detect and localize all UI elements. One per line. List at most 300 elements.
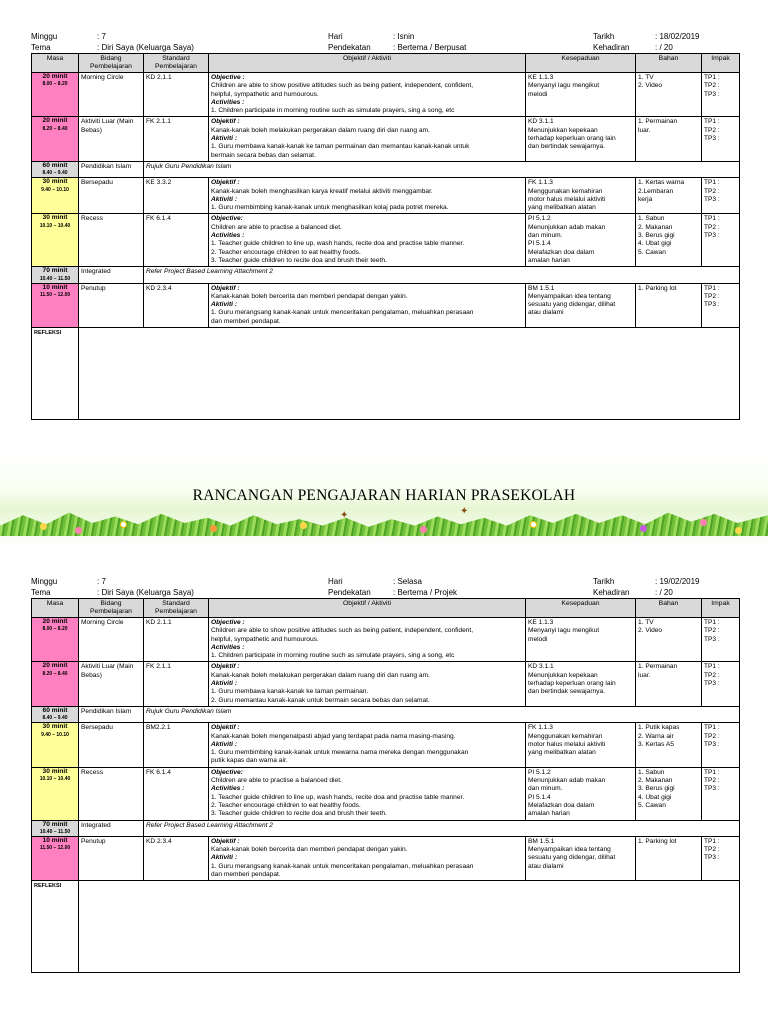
objective-line: Kanak-kanak boleh melakukan pergerakan dalam ruang diri dan ruang am. — [211, 671, 430, 679]
masa-duration: 30 minit — [42, 723, 68, 731]
masa-duration: 20 minit — [42, 618, 68, 625]
masa-time: 9.40 – 10.10 — [41, 186, 69, 193]
objective-heading: Aktiviti : — [211, 301, 238, 309]
objective-line: helpful, sympathetic and humourous. — [211, 90, 319, 98]
bahan-item: 3. Berus gigi — [638, 785, 675, 793]
kesepaduan-line: Menggunakan kemahiran — [528, 732, 603, 740]
bahan-item: 3. Kertas A5 — [638, 740, 674, 748]
bidang-cell: Pendidikan Islam — [79, 161, 144, 177]
masa-cell — [32, 214, 79, 267]
bidang-cell: Recess — [79, 214, 144, 267]
impak-item: TP1 : — [704, 663, 720, 671]
bahan-item: 1. Permainan — [638, 118, 678, 126]
masa-duration: 10 minit — [42, 283, 68, 291]
objective-heading: Activities : — [211, 643, 245, 651]
col-objektif: Objektif / Aktiviti — [209, 54, 526, 73]
col-bidang: Bidang Pembelajaran — [79, 54, 144, 73]
kesepaduan-cell — [526, 178, 636, 214]
bidang-cell: Integrated — [79, 820, 144, 836]
bahan-item: 5. Cawan — [638, 801, 666, 809]
pendekatan-label: Pendekatan — [328, 588, 371, 597]
lesson-plan-monday — [31, 31, 739, 420]
minggu-label: Minggu — [31, 577, 58, 586]
standard-cell: KD 2.3.4 — [144, 283, 209, 327]
flower-decoration — [210, 525, 217, 532]
kesepaduan-line: sesuatu yang didengar, dilihat — [528, 854, 616, 862]
impak-item: TP1 : — [704, 118, 720, 126]
bahan-cell — [636, 723, 702, 767]
tarikh-value: : 18/02/2019 — [655, 32, 700, 41]
bidang-cell: Bersepadu — [79, 178, 144, 214]
minggu-value: : 7 — [97, 32, 106, 41]
title-banner — [0, 454, 768, 546]
objective-heading: Objective: — [211, 768, 243, 776]
objective-line: 1. Guru merangsang kanak-kanak untuk menceritakan pengalaman, meluahkan perasaan — [211, 862, 474, 870]
flower-decoration — [75, 527, 82, 534]
objektif-cell — [209, 836, 526, 880]
objective-heading: Objective : — [211, 74, 245, 81]
bahan-cell — [636, 836, 702, 880]
masa-duration: 10 minit — [42, 836, 68, 844]
standard-cell: KD 2.1.1 — [144, 618, 209, 662]
objective-line: 2. Teacher encourage children to eat healthy foods. — [211, 248, 361, 256]
masa-time: 8.40 – 9.40 — [42, 170, 68, 177]
impak-item: TP2 : — [704, 82, 720, 90]
refleksi-row — [32, 328, 740, 420]
bahan-cell — [636, 767, 702, 820]
impak-item: TP3 : — [704, 90, 720, 98]
bahan-item: 1. Parking lot — [638, 284, 677, 292]
kesepaduan-line: PI 5.1.2 — [528, 768, 551, 776]
flower-decoration — [40, 523, 47, 530]
butterfly-icon: ✦ — [460, 506, 469, 517]
kesepaduan-line: BM 1.5.1 — [528, 284, 555, 292]
impak-cell — [702, 767, 740, 820]
objektif-cell — [209, 283, 526, 327]
bahan-cell — [636, 117, 702, 161]
impak-cell — [702, 117, 740, 161]
bahan-item: 1. TV — [638, 74, 654, 81]
col-masa: Masa — [32, 54, 79, 73]
col-kesepaduan: Kesepaduan — [526, 54, 636, 73]
kesepaduan-cell — [526, 836, 636, 880]
kesepaduan-line: motor halus melalui aktiviti — [528, 195, 606, 203]
masa-cell — [32, 767, 79, 820]
objective-line: 2. Guru memantau kanak-kanak untuk bermain secara bebas dan selamat. — [211, 696, 430, 704]
kehadiran-value: : / 20 — [655, 43, 673, 52]
table-row — [32, 117, 740, 161]
refleksi-label: REFLEKSI — [32, 328, 79, 420]
impak-item: TP1 : — [704, 284, 720, 292]
masa-duration: 70 minit — [42, 820, 68, 828]
bidang-cell: Bersepadu — [79, 723, 144, 767]
masa-time: 9.40 – 10.10 — [41, 731, 69, 738]
objektif-cell — [209, 767, 526, 820]
objective-line: 1. Guru membawa kanak-kanak ke taman permainan dan memantau kanak-kanak untuk — [211, 143, 470, 151]
objective-heading: Activities : — [211, 98, 245, 106]
standard-cell: KD 2.1.1 — [144, 73, 209, 117]
objective-line: Children are able to show positive attitudes such as being patient, independent, confident, — [211, 82, 474, 90]
table-row — [32, 73, 740, 117]
masa-duration: 20 minit — [42, 117, 68, 125]
objektif-cell — [209, 618, 526, 662]
table-row — [32, 267, 740, 283]
table-row — [32, 706, 740, 722]
objective-heading: Objektif : — [211, 179, 240, 187]
col-standard: Standard Pembelajaran — [144, 599, 209, 618]
butterfly-icon: ✦ — [340, 510, 349, 521]
tema-value: : Diri Saya (Keluarga Saya) — [97, 43, 194, 52]
impak-item: TP2 : — [704, 187, 720, 195]
kesepaduan-line: Menunjukkan adab makan — [528, 777, 606, 785]
refleksi-label: REFLEKSI — [32, 881, 79, 973]
flower-decoration — [300, 522, 307, 529]
objective-line: 1. Children participate in morning routine such as simulate prayers, sing a song, etc — [211, 652, 455, 660]
table-row — [32, 767, 740, 820]
kesepaduan-line: Menyampaikan idea tentang — [528, 292, 611, 300]
impak-item: TP3 : — [704, 232, 720, 240]
objective-heading: Objektif : — [211, 284, 240, 292]
table-row — [32, 723, 740, 767]
impak-item: TP1 : — [704, 74, 720, 81]
tarikh-value: : 19/02/2019 — [655, 577, 700, 586]
objective-line: Kanak-kanak boleh menghasilkan karya kreatif melalui aktiviti menggambar. — [211, 187, 433, 195]
kesepaduan-line: Melafazkan doa dalam — [528, 801, 595, 809]
flower-decoration — [735, 527, 742, 534]
kesepaduan-line: Melafazkan doa dalam — [528, 248, 595, 256]
masa-cell — [32, 618, 79, 662]
objective-line: dan memberi pendapat. — [211, 871, 281, 879]
bahan-item: 2.Lembaran — [638, 187, 674, 195]
bahan-item: 1. Putik kapas — [638, 724, 680, 732]
objective-line: 1. Guru membimbing kanak-kanak untuk menghasilkan kolaj pada potret mereka. — [211, 204, 449, 212]
masa-cell — [32, 283, 79, 327]
flower-decoration — [420, 526, 427, 533]
col-bidang: Bidang Pembelajaran — [79, 599, 144, 618]
masa-cell — [32, 267, 79, 283]
objective-line: 1. Guru merangsang kanak-kanak untuk menceritakan pengalaman, meluahkan perasaan — [211, 309, 474, 317]
table-header-row — [32, 54, 740, 73]
pendekatan-value: : Bertema / Berpusat — [393, 43, 467, 52]
standard-cell: FK 2.1.1 — [144, 662, 209, 706]
masa-time: 8.20 – 8.40 — [42, 670, 68, 677]
masa-time: 11.50 – 12.00 — [39, 291, 71, 298]
col-kesepaduan: Kesepaduan — [526, 599, 636, 618]
col-bahan: Bahan — [636, 599, 702, 618]
impak-item: TP1 : — [704, 619, 720, 626]
masa-cell — [32, 820, 79, 836]
bahan-item: luar. — [638, 671, 651, 679]
table-row — [32, 161, 740, 177]
kesepaduan-cell — [526, 662, 636, 706]
bahan-cell — [636, 214, 702, 267]
objective-heading: Objektif : — [211, 724, 240, 732]
impak-item: TP3 : — [704, 135, 720, 143]
standard-cell: FK 6.1.4 — [144, 214, 209, 267]
impak-item: TP1 : — [704, 837, 720, 845]
objective-line: Children are able to practise a balanced diet. — [211, 223, 342, 231]
bahan-item: 2. Video — [638, 627, 663, 635]
lesson-table — [31, 598, 740, 973]
objective-line: 3. Teacher guide children to recite doa and brush their teeth. — [211, 810, 387, 818]
kehadiran-value: : / 20 — [655, 588, 673, 597]
objective-line: bermain secara bebas dan selamat. — [211, 151, 316, 159]
bidang-cell: Aktiviti Luar (Main Bebas) — [79, 117, 144, 161]
objective-line: Kanak-kanak boleh mengenalpasti abjad yang terdapat pada nama masing-masing. — [211, 732, 456, 740]
objective-heading: Aktiviti : — [211, 740, 238, 748]
bahan-cell — [636, 178, 702, 214]
objektif-cell — [209, 117, 526, 161]
objective-line: Kanak-kanak boleh melakukan pergerakan dalam ruang diri dan ruang am. — [211, 126, 430, 134]
objektif-cell — [209, 723, 526, 767]
tarikh-label: Tarikh — [593, 32, 615, 41]
kesepaduan-cell — [526, 618, 636, 662]
kesepaduan-line: Menyanyi lagu mengikut — [528, 627, 600, 635]
impak-cell — [702, 836, 740, 880]
col-masa: Masa — [32, 599, 79, 618]
impak-item: TP3 : — [704, 635, 720, 643]
masa-cell — [32, 117, 79, 161]
masa-cell — [32, 836, 79, 880]
bahan-item: luar. — [638, 126, 651, 134]
bahan-item: 4. Ubat gigi — [638, 793, 672, 801]
flower-decoration — [530, 521, 537, 528]
objective-heading: Objektif : — [211, 837, 240, 845]
objective-heading: Aktiviti : — [211, 680, 238, 688]
objective-line: Children are able to practise a balanced diet. — [211, 777, 342, 785]
kesepaduan-line: KD 3.1.1 — [528, 663, 554, 671]
impak-item: TP2 : — [704, 223, 720, 231]
impak-item: TP3 : — [704, 854, 720, 862]
col-standard: Standard Pembelajaran — [144, 54, 209, 73]
kesepaduan-line: FK 1.1.3 — [528, 724, 553, 732]
objective-heading: Aktiviti : — [211, 195, 238, 203]
masa-duration: 60 minit — [42, 161, 68, 169]
kesepaduan-line: dan minum. — [528, 232, 563, 240]
table-row — [32, 178, 740, 214]
bidang-cell: Penutup — [79, 283, 144, 327]
bahan-cell — [636, 283, 702, 327]
standard-cell: FK 6.1.4 — [144, 767, 209, 820]
kesepaduan-cell — [526, 723, 636, 767]
objective-heading: Activities : — [211, 232, 245, 240]
objective-heading: Objektif : — [211, 663, 240, 671]
table-row — [32, 836, 740, 880]
objective-line: 1. Teacher guide children to line up, wash hands, recite doa and practise table manner. — [211, 793, 465, 801]
bidang-cell: Penutup — [79, 836, 144, 880]
tema-value: : Diri Saya (Keluarga Saya) — [97, 588, 194, 597]
kesepaduan-line: BM 1.5.1 — [528, 837, 555, 845]
kesepaduan-line: sesuatu yang didengar, dilihat — [528, 301, 616, 309]
standard-cell: KD 2.3.4 — [144, 836, 209, 880]
objective-line: putik kapas dan warna air. — [211, 757, 288, 765]
hari-label: Hari — [328, 32, 343, 41]
kesepaduan-line: amalan harian — [528, 810, 570, 818]
masa-cell — [32, 178, 79, 214]
col-impak: Impak — [702, 54, 740, 73]
flower-decoration — [120, 521, 127, 528]
impak-item: TP3 : — [704, 785, 720, 793]
span-note: Rujuk Guru Pendidikan Islam — [144, 161, 740, 177]
plan-header — [31, 576, 739, 598]
impak-cell — [702, 178, 740, 214]
masa-time: 8.40 – 9.40 — [42, 715, 68, 722]
kesepaduan-cell — [526, 73, 636, 117]
tema-label: Tema — [31, 588, 51, 597]
kesepaduan-line: melodi — [528, 635, 548, 643]
kesepaduan-line: dan bertindak sewajarnya. — [528, 143, 605, 151]
span-note: Refer Project Based Learning Attachment 2 — [144, 820, 740, 836]
hari-value: : Isnin — [393, 32, 415, 41]
bahan-item: 3. Berus gigi — [638, 232, 675, 240]
objective-line: 2. Teacher encourage children to eat healthy foods. — [211, 801, 361, 809]
lesson-table — [31, 53, 740, 420]
impak-item: TP3 : — [704, 680, 720, 688]
kesepaduan-line: yang melibatkan alatan — [528, 204, 596, 212]
bahan-cell — [636, 618, 702, 662]
kesepaduan-line: KE 1.1.3 — [528, 74, 554, 81]
kesepaduan-line: Menggunakan kemahiran — [528, 187, 603, 195]
objective-line: Kanak-kanak boleh bercerita dan memberi pendapat dengan yakin. — [211, 292, 408, 300]
masa-time: 8.00 – 8.20 — [42, 81, 68, 88]
kehadiran-label: Kehadiran — [593, 43, 630, 52]
kesepaduan-line: atau dialami — [528, 309, 564, 317]
impak-item: TP1 : — [704, 768, 720, 776]
pendekatan-value: : Bertema / Projek — [393, 588, 458, 597]
masa-cell — [32, 161, 79, 177]
kesepaduan-line: terhadap keperluan orang lain — [528, 680, 616, 688]
col-bahan: Bahan — [636, 54, 702, 73]
bahan-item: 4. Ubat gigi — [638, 240, 672, 248]
impak-item: TP1 : — [704, 724, 720, 732]
impak-item: TP2 : — [704, 627, 720, 635]
bahan-item: 1. Permainan — [638, 663, 678, 671]
bahan-item: 2. Warna air — [638, 732, 674, 740]
bahan-item: 2. Makanan — [638, 223, 673, 231]
lesson-plan-tuesday — [31, 576, 739, 973]
bahan-cell — [636, 73, 702, 117]
impak-cell — [702, 214, 740, 267]
impak-cell — [702, 73, 740, 117]
objektif-cell — [209, 178, 526, 214]
objective-line: 1. Teacher guide children to line up, wash hands, recite doa and practise table manner. — [211, 240, 465, 248]
refleksi-row — [32, 881, 740, 973]
impak-cell — [702, 723, 740, 767]
masa-duration: 30 minit — [42, 214, 68, 222]
objective-heading: Objective : — [211, 619, 245, 626]
impak-item: TP3 : — [704, 740, 720, 748]
impak-cell — [702, 618, 740, 662]
masa-duration: 20 minit — [42, 662, 68, 670]
objective-heading: Objective: — [211, 215, 243, 223]
masa-duration: 30 minit — [42, 178, 68, 186]
kesepaduan-line: dan minum. — [528, 785, 563, 793]
masa-time: 10.10 – 10.40 — [39, 776, 71, 783]
kesepaduan-line: Menyampaikan idea tentang — [528, 846, 611, 854]
kesepaduan-line: KD 3.1.1 — [528, 118, 554, 126]
masa-cell — [32, 723, 79, 767]
objektif-cell — [209, 214, 526, 267]
objective-line: 1. Guru membimbing kanak-kanak untuk mewarna nama mereka dengan menggunakan — [211, 749, 469, 757]
kehadiran-label: Kehadiran — [593, 588, 630, 597]
kesepaduan-line: atau dialami — [528, 862, 564, 870]
bidang-cell: Recess — [79, 767, 144, 820]
kesepaduan-line: PI 5.1.4 — [528, 793, 551, 801]
col-objektif: Objektif / Aktiviti — [209, 599, 526, 618]
standard-cell: FK 2.1.1 — [144, 117, 209, 161]
kesepaduan-cell — [526, 767, 636, 820]
masa-duration: 70 minit — [42, 267, 68, 275]
table-row — [32, 618, 740, 662]
tarikh-label: Tarikh — [593, 577, 615, 586]
bahan-item: 1. Kertas warna — [638, 179, 685, 187]
bidang-cell: Morning Circle — [79, 73, 144, 117]
span-note: Refer Project Based Learning Attachment 2 — [144, 267, 740, 283]
bahan-item: kerja — [638, 195, 653, 203]
masa-time: 10.10 – 10.40 — [39, 222, 71, 229]
impak-item: TP2 : — [704, 777, 720, 785]
bahan-item: 1. Parking lot — [638, 837, 677, 845]
masa-time: 8.20 – 8.40 — [42, 125, 68, 132]
refleksi-area[interactable] — [79, 328, 740, 420]
span-note: Rujuk Guru Pendidikan Islam — [144, 706, 740, 722]
masa-time: 10.40 – 11.50 — [39, 275, 71, 282]
kesepaduan-cell — [526, 117, 636, 161]
hari-value: : Selasa — [393, 577, 422, 586]
masa-time: 10.40 – 11.50 — [39, 828, 71, 835]
kesepaduan-line: FK 1.1.3 — [528, 179, 553, 187]
bidang-cell: Morning Circle — [79, 618, 144, 662]
kesepaduan-line: amalan harian — [528, 256, 570, 264]
kesepaduan-line: PI 5.1.2 — [528, 215, 551, 223]
impak-item: TP2 : — [704, 292, 720, 300]
flower-decoration — [700, 519, 707, 526]
masa-cell — [32, 706, 79, 722]
masa-duration: 30 minit — [42, 767, 68, 775]
table-row — [32, 214, 740, 267]
standard-cell: BM2.2.1 — [144, 723, 209, 767]
bahan-item: 2. Makanan — [638, 777, 673, 785]
objektif-cell — [209, 662, 526, 706]
refleksi-area[interactable] — [79, 881, 740, 973]
impak-item: TP2 : — [704, 126, 720, 134]
minggu-value: : 7 — [97, 577, 106, 586]
kesepaduan-line: motor halus melalui aktiviti — [528, 740, 606, 748]
objektif-cell — [209, 73, 526, 117]
kesepaduan-line: Menunjukkan adab makan — [528, 223, 606, 231]
impak-cell — [702, 662, 740, 706]
bahan-item: 5. Cawan — [638, 248, 666, 256]
objective-line: dan memberi pendapat. — [211, 317, 281, 325]
kesepaduan-line: dan bertindak sewajarnya. — [528, 688, 605, 696]
bahan-item: 1. Sabun — [638, 768, 665, 776]
table-row — [32, 283, 740, 327]
impak-item: TP3 : — [704, 195, 720, 203]
objective-heading: Aktiviti : — [211, 854, 238, 862]
objective-heading: Objektif : — [211, 118, 240, 126]
table-row — [32, 662, 740, 706]
plan-header — [31, 31, 739, 53]
bahan-item: 1. TV — [638, 619, 654, 626]
kesepaduan-line: Menunjukkan kepekaan — [528, 126, 598, 134]
kesepaduan-line: yang melibatkan alatan — [528, 749, 596, 757]
impak-item: TP1 : — [704, 179, 720, 187]
banner-title: RANCANGAN PENGAJARAN HARIAN PRASEKOLAH — [192, 487, 576, 504]
kesepaduan-line: Menunjukkan kepekaan — [528, 671, 598, 679]
objective-line: helpful, sympathetic and humourous. — [211, 635, 319, 643]
masa-time: 11.50 – 12.00 — [39, 845, 71, 852]
impak-item: TP2 : — [704, 846, 720, 854]
